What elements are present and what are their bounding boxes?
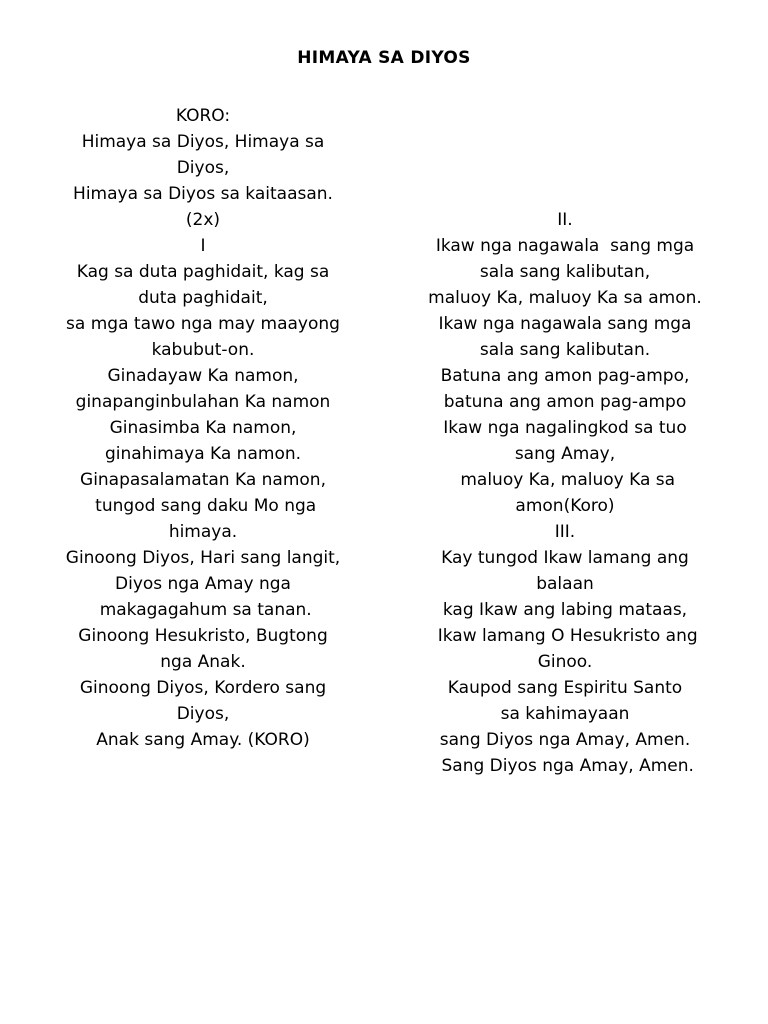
verse-line: Ginoong Diyos, Kordero sang xyxy=(79,678,327,698)
verse-line: sa mga tawo nga may maayong xyxy=(66,314,340,334)
verse-line: sang Diyos nga Amay, Amen. xyxy=(439,730,691,750)
verse-line: Diyos nga Amay nga xyxy=(115,574,291,594)
verse-line: III. xyxy=(554,522,576,542)
verse-line: himaya. xyxy=(168,522,238,542)
document-title: HIMAYA SA DIYOS xyxy=(297,48,471,68)
verse-line: Ginadayaw Ka namon, xyxy=(107,366,299,386)
verse-line: amon(Koro) xyxy=(515,496,615,516)
verse-line: maluoy Ka, maluoy Ka sa xyxy=(454,470,676,490)
verse-line: kabubut-on. xyxy=(151,340,255,360)
verse-line: ginapanginbulahan Ka namon xyxy=(75,392,331,412)
verse-line: Ikaw nga nagawala sang mga xyxy=(435,236,695,256)
verse-line: Ginapasalamatan Ka namon, xyxy=(80,470,326,490)
verse-line: balaan xyxy=(536,574,594,594)
verse-line: ginahimaya Ka namon. xyxy=(104,444,302,464)
verse-line: Batuna ang amon pag-ampo, xyxy=(440,366,690,386)
verse-line: makagagahum sa tanan. xyxy=(94,600,312,620)
verse-line: Ikaw nga nagawala sang mga xyxy=(438,314,692,334)
left-column-verses xyxy=(40,103,366,753)
verse-line: KORO: xyxy=(175,106,231,126)
verse-line: Diyos, xyxy=(176,704,230,724)
verse-line: Ginoo. xyxy=(537,652,593,672)
verse-line: Ginoong Diyos, Hari sang langit, xyxy=(65,548,341,568)
verse-line: sang Amay, xyxy=(514,444,616,464)
verse-line: Kaupod sang Espiritu Santo xyxy=(447,678,683,698)
verse-line: (2x) xyxy=(185,210,221,230)
verse-line: sala sang kalibutan. xyxy=(479,340,651,360)
verse-line: Ginoong Hesukristo, Bugtong xyxy=(78,626,328,646)
verse-line: kag Ikaw ang labing mataas, xyxy=(442,600,688,620)
verse-line: II. xyxy=(557,210,573,230)
verse-line: Ikaw lamang O Hesukristo ang xyxy=(432,626,698,646)
verse-line: duta paghidait, xyxy=(138,288,268,308)
verse-line: Ginasimba Ka namon, xyxy=(109,418,297,438)
verse-line: tungod sang daku Mo nga xyxy=(89,496,317,516)
verse-line: Kay tungod Ikaw lamang ang xyxy=(441,548,689,568)
verse-line: Himaya sa Diyos sa kaitaasan. xyxy=(73,184,333,204)
verse-line: sala sang kalibutan, xyxy=(479,262,651,282)
verse-line: Sang Diyos nga Amay, Amen. xyxy=(436,756,694,776)
verse-line: Kag sa duta paghidait, kag sa xyxy=(76,262,330,282)
verse-line: Anak sang Amay. (KORO) xyxy=(96,730,310,750)
verse-line: Himaya sa Diyos, Himaya sa xyxy=(81,132,325,152)
verse-line: batuna ang amon pag-ampo xyxy=(443,392,687,412)
verse-line: Diyos, xyxy=(176,158,230,178)
right-column-verses xyxy=(400,207,730,779)
verse-line: Ikaw nga nagalingkod sa tuo xyxy=(443,418,687,438)
verse-line: nga Anak. xyxy=(160,652,246,672)
verse-line: maluoy Ka, maluoy Ka sa amon. xyxy=(428,288,702,308)
verse-line: sa kahimayaan xyxy=(500,704,630,724)
verse-line: I xyxy=(200,236,206,256)
